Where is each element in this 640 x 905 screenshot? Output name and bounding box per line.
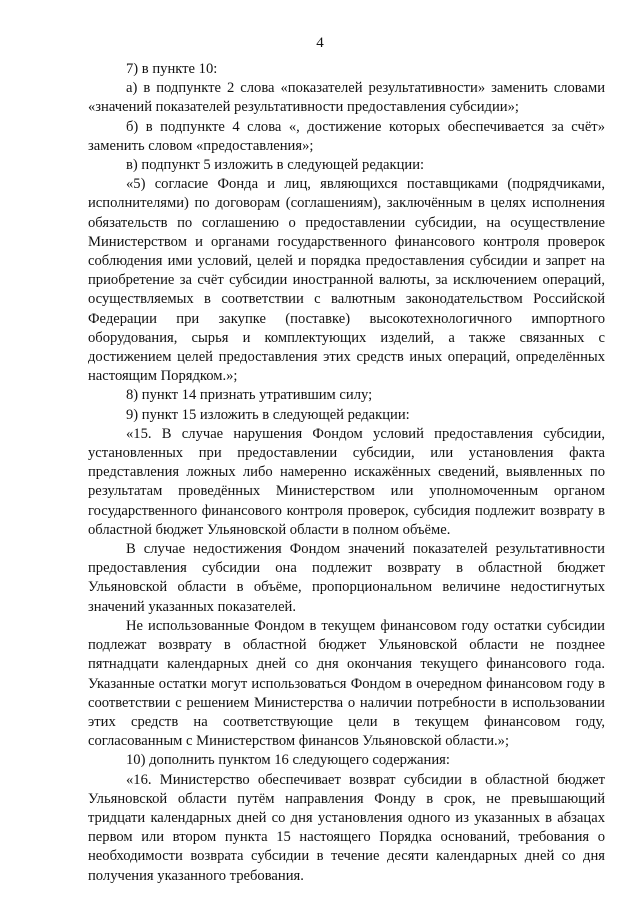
paragraph-subitem-a: а) в подпункте 2 слова «показателей результативности» заменить словами «значений показателей результативности предоставления субсидии»; xyxy=(88,80,605,116)
paragraph-subitem-v: в) подпункт 5 изложить в следующей редакции: xyxy=(126,157,425,174)
paragraph-unused-balance: Не использованные Фондом в текущем финансовом году остатки субсидии подлежат возврату в областной бюджет Ульяновской области не позднее пятнадцати календарных дней со дня окончания текущего финансового года. Указанные остатки могут использоваться Фондом в очередном финансовом году в соответствии с решением Министерства о наличии потребности в использовании этих средств на соответствующие цели в текущем финансовом году, согласованным с Министерством финансов Ульяновской области.»; xyxy=(88,617,605,750)
paragraph-item-8: 8) пункт 14 признать утратившим силу; xyxy=(126,387,373,404)
paragraph-item-9: 9) пункт 15 изложить в следующей редакции: xyxy=(126,406,410,423)
paragraph-shortfall: В случае недостижения Фондом значений показателей результативности предоставления субсидии она подлежит возврату в областной бюджет Ульяновской области в объёме, пропорциональном величине недостигнутых значений указанных показателей. xyxy=(88,541,605,615)
paragraph-item-7: 7) в пункте 10: xyxy=(126,61,218,77)
document-body xyxy=(88,60,605,886)
page-number: 4 xyxy=(316,35,324,51)
paragraph-quote-16: «16. Министерство обеспечивает возврат субсидии в областной бюджет Ульяновской области путём направления Фонду в срок, не превышающий тридцати календарных дней со дня установления одного из указанных в абзацах первом или втором пункта 15 настоящего Порядка оснований, требования о необходимости возврата субсидии в течение десяти календарных дней со дня получения указанного требования. xyxy=(88,771,605,884)
paragraph-quote-15: «15. В случае нарушения Фондом условий предоставления субсидии, установленных при предоставлении субсидии, или установления факта представления ложных либо намеренно искажённых сведений, выявленных по результатам проведённых Министерством или уполномоченным органом государственного финансового контроля проверок, субсидия подлежит возврату в областной бюджет Ульяновской области в полном объёме. xyxy=(88,425,605,538)
paragraph-item-10: 10) дополнить пунктом 16 следующего содержания: xyxy=(126,752,450,769)
paragraph-quote-5: «5) согласие Фонда и лиц, являющихся поставщиками (подрядчиками, исполнителями) по договорам (соглашениям), заключённым в целях исполнения обязательств по соглашению о предоставлении субсидии, на осуществление Министерством и органами государственного финансового контроля проверок соблюдения ими условий, целей и порядка предоставления субсидии и запрет на приобретение за счёт субсидии иностранной валюты, за исключением операций, осуществляемых в соответствии с валютным законодательством Российской Федерации при закупке (поставке) высокотехнологичного импортного оборудования, сырья и комплектующих изделий, а также связанных с достижением целей предоставления этих средств иных операций, определённых настоящим Порядком.»; xyxy=(88,176,605,385)
paragraph-subitem-b: б) в подпункте 4 слова «, достижение которых обеспечивается за счёт» заменить словом «предоставления»; xyxy=(88,118,605,154)
